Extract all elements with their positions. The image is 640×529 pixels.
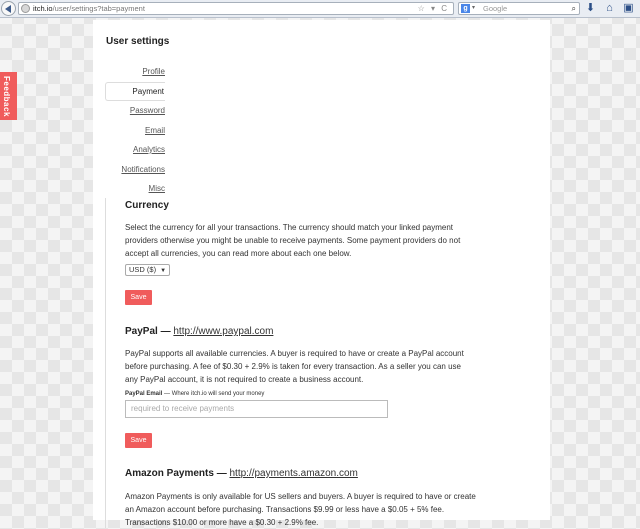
nav-item-password[interactable]: Password — [129, 106, 165, 115]
url-bar[interactable] — [18, 2, 454, 15]
url-bar-icons[interactable]: ☆ ▾ C — [417, 4, 449, 13]
home-icon[interactable]: ⌂ — [606, 2, 613, 14]
settings-nav — [105, 62, 165, 199]
paypal-dash: — — [160, 326, 171, 337]
settings-panel — [93, 20, 550, 527]
amazon-description: Amazon Payments is only available for US sellers and buyers. A buyer is required to have or create an Amazon account before purchasing. Transactions $9.99 or less have a $0.05 + 5% fee. Transactions $10.00 or more have a $0.30 + 2.9% fee. — [125, 492, 476, 527]
nav-item-analytics[interactable]: Analytics — [132, 145, 165, 154]
paypal-email-hint: — Where itch.io will send your money — [164, 391, 265, 397]
amazon-title — [125, 468, 358, 479]
page-title: User settings — [106, 36, 170, 47]
currency-title: Currency — [125, 200, 169, 211]
feedback-label: Feedback — [2, 76, 11, 117]
download-icon[interactable]: ⬇ — [585, 2, 596, 14]
paypal-link[interactable]: http://www.paypal.com — [173, 326, 274, 337]
paypal-title — [125, 326, 273, 337]
back-button[interactable] — [1, 1, 16, 16]
url-text[interactable] — [33, 3, 145, 14]
chevron-down-icon: ▼ — [160, 268, 167, 274]
nav-item-misc[interactable]: Misc — [148, 184, 165, 193]
nav-item-profile[interactable]: Profile — [142, 67, 165, 76]
amazon-title-text: Amazon Payments — [125, 468, 214, 479]
paypal-title-text: PayPal — [125, 326, 158, 337]
nav-item-email[interactable]: Email — [144, 125, 165, 135]
paypal-email-input[interactable]: required to receive payments — [125, 400, 388, 418]
nav-item-notifications[interactable]: Notifications — [121, 164, 165, 174]
url-path: /user/settings?tab=payment — [52, 4, 145, 13]
paypal-save-button[interactable]: Save — [125, 433, 152, 448]
paypal-description: PayPal supports all available currencies. A buyer is required to have or create a PayPal account before purchasing. A fee of $0.30 + 2.9% is taken for every transaction. As a seller you can use any PayPal account, it is not required to create a business account. — [125, 349, 464, 384]
search-bar[interactable] — [458, 2, 580, 15]
url-domain: itch.io — [33, 4, 53, 13]
paypal-email-label — [125, 391, 264, 397]
menu-icon[interactable]: ▣ — [623, 2, 634, 14]
paypal-email-label-text: PayPal Email — [125, 391, 163, 397]
amazon-dash: — — [216, 468, 227, 479]
search-placeholder: Google — [483, 4, 508, 13]
site-identity-icon[interactable] — [21, 4, 30, 13]
search-engine-dropdown-icon[interactable]: ▾ — [472, 5, 476, 11]
content-divider — [105, 198, 106, 528]
currency-select[interactable] — [125, 264, 170, 276]
currency-description: Select the currency for all your transactions. The currency should match your linked payment providers otherwise you might be unable to receive payments. Some payment providers do not accept all currencies, you can read more about each one below. — [125, 223, 461, 258]
currency-selected: USD ($) — [129, 265, 157, 274]
browser-toolbar — [0, 0, 640, 18]
feedback-tab[interactable] — [0, 72, 17, 120]
google-icon[interactable]: g — [461, 4, 470, 13]
nav-item-payment[interactable]: Payment — [105, 82, 165, 102]
search-icon[interactable]: ⌕ — [571, 4, 576, 13]
amazon-link[interactable]: http://payments.amazon.com — [229, 468, 358, 479]
currency-save-button[interactable]: Save — [125, 290, 152, 305]
